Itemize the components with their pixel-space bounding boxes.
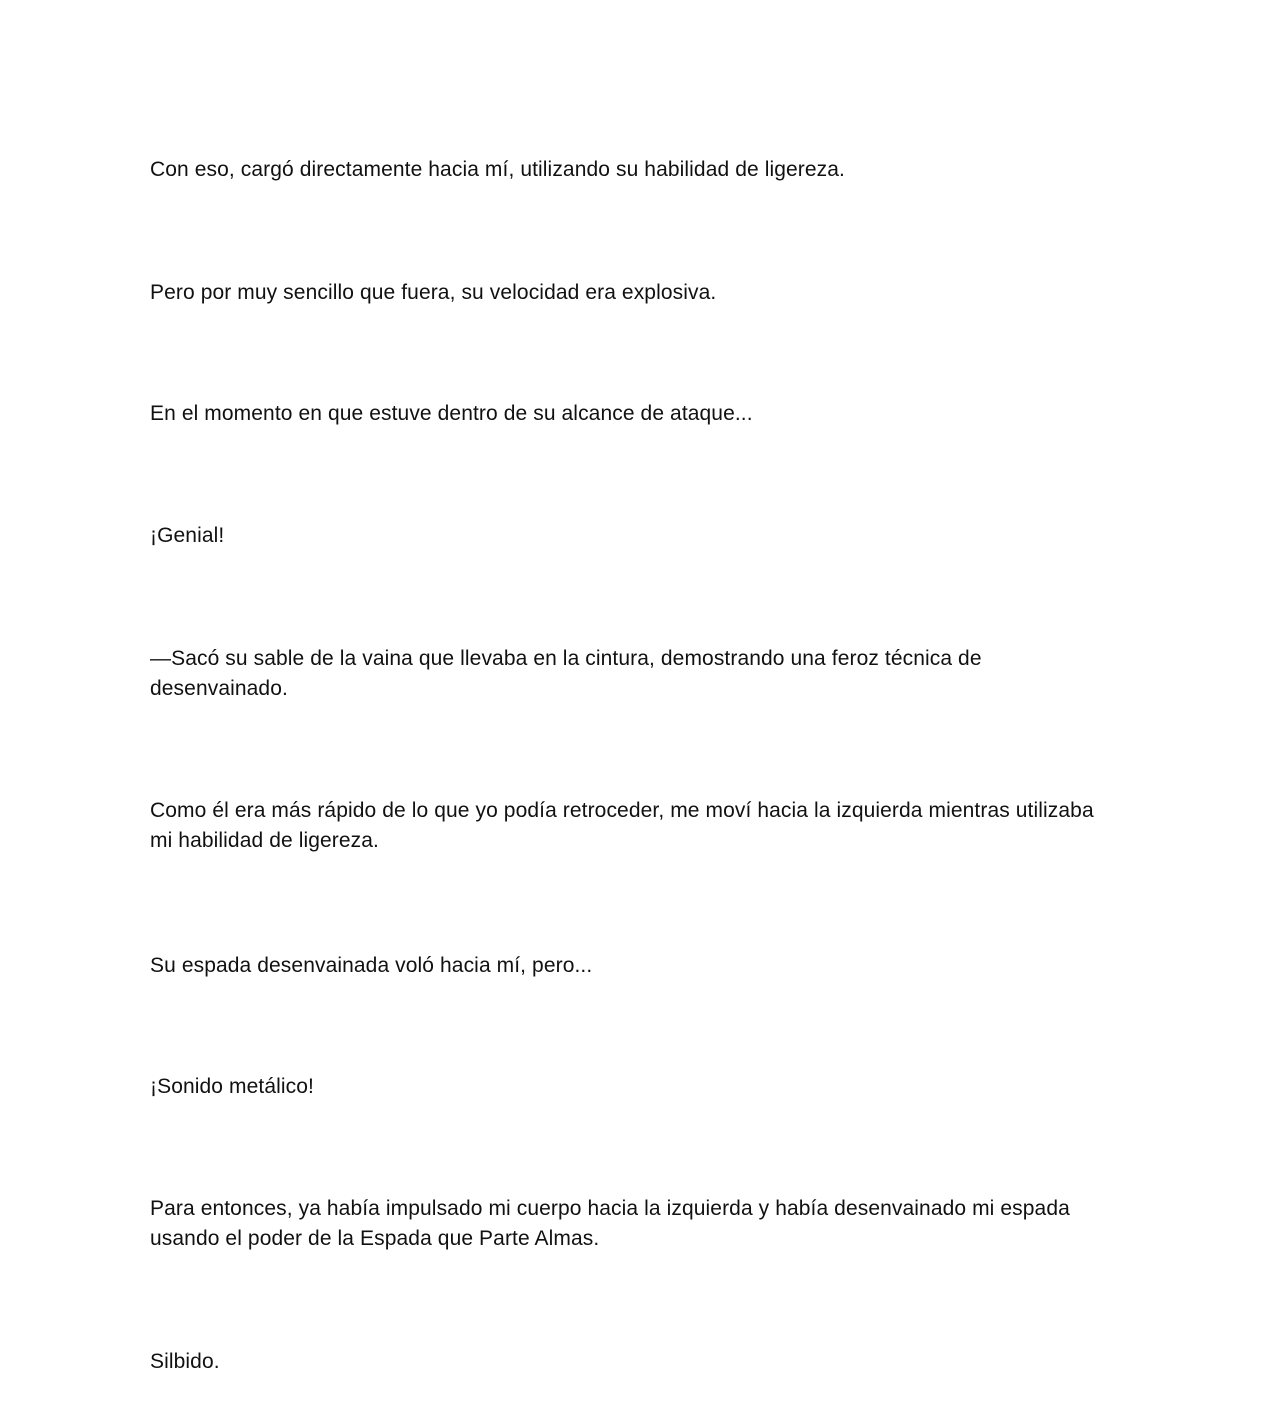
paragraph: Para entonces, ya había impulsado mi cuerpo hacia la izquierda y había desenvainado mi espada usando el poder de la Espada que Parte Almas. (150, 1197, 1070, 1250)
paragraph: Pero por muy sencillo que fuera, su velocidad era explosiva. (150, 281, 717, 304)
paragraph: —Sacó su sable de la vaina que llevaba en la cintura, demostrando una feroz técnica de desenvainado. (150, 647, 982, 700)
paragraph: Silbido. (150, 1350, 220, 1373)
paragraph: Su espada desenvainada voló hacia mí, pero... (150, 954, 593, 977)
paragraph: ¡Sonido metálico! (150, 1075, 314, 1098)
paragraph: En el momento en que estuve dentro de su alcance de ataque... (150, 402, 753, 425)
paragraph: ¡Genial! (150, 524, 225, 547)
paragraph: Como él era más rápido de lo que yo podía retroceder, me moví hacia la izquierda mientras utilizaba mi habilidad de ligereza. (150, 799, 1094, 852)
paragraph: Con eso, cargó directamente hacia mí, utilizando su habilidad de ligereza. (150, 158, 845, 181)
